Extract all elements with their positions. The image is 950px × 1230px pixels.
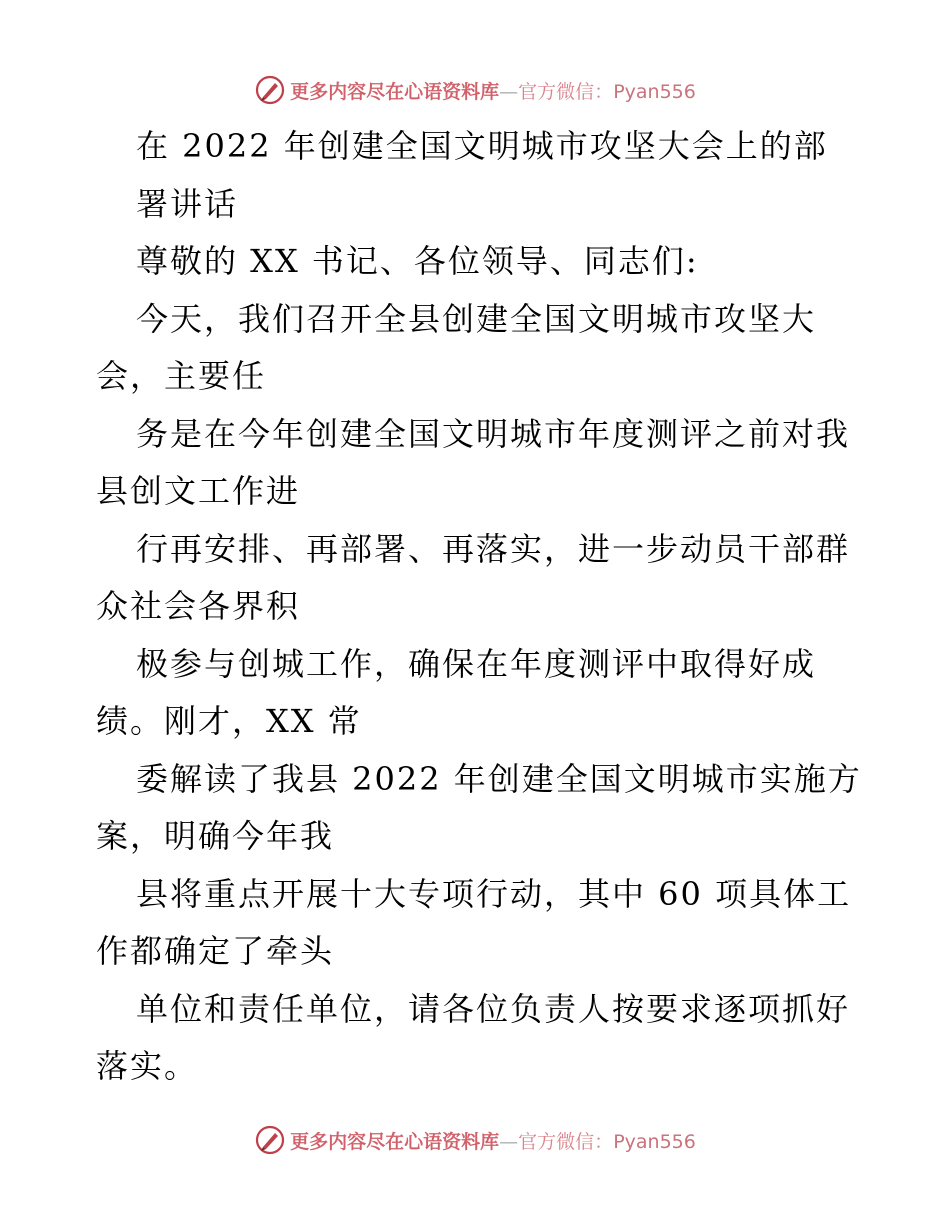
text-line: 务是在今年创建全国文明城市年度测评之前对我 bbox=[136, 414, 851, 453]
text-line: 作都确定了牵头 bbox=[96, 932, 335, 970]
text-line: 委解读了我县 2022 年创建全国文明城市实施方 bbox=[136, 759, 862, 798]
banner-account: Pyan556 bbox=[613, 80, 696, 103]
banner-promo: 更多内容尽在心语资料库 bbox=[290, 1130, 500, 1153]
text-line: 会，主要任 bbox=[96, 357, 267, 395]
text-line: 今天，我们召开全县创建全国文明城市攻坚大 bbox=[136, 299, 817, 338]
text-line: 极参与创城工作，确保在年度测评中取得好成 bbox=[136, 644, 817, 683]
text-line: 在 2022 年创建全国文明城市攻坚大会上的部 bbox=[136, 127, 828, 165]
text-line: 县创文工作进 bbox=[96, 472, 301, 510]
banner-label: 官方微信： bbox=[518, 1130, 614, 1153]
text-line: 案，明确今年我 bbox=[96, 817, 335, 855]
text-line: 署讲话 bbox=[136, 184, 239, 223]
pen-logo-icon bbox=[254, 74, 286, 106]
text-line: 落实。 bbox=[96, 1047, 199, 1085]
banner-dash: — bbox=[499, 1130, 519, 1153]
banner-text bbox=[290, 1127, 696, 1154]
banner-text bbox=[290, 77, 696, 104]
text-line: 尊敬的 XX 书记、各位领导、同志们: bbox=[136, 242, 699, 280]
text-line: 县将重点开展十大专项行动，其中 60 项具体工 bbox=[136, 874, 852, 913]
banner-promo: 更多内容尽在心语资料库 bbox=[290, 80, 500, 103]
footer-banner bbox=[0, 1120, 950, 1160]
banner-label: 官方微信： bbox=[518, 80, 614, 103]
text-line: 单位和责任单位，请各位负责人按要求逐项抓好 bbox=[136, 989, 851, 1028]
banner-dash: — bbox=[499, 80, 519, 103]
text-line: 绩。刚才，XX 常 bbox=[96, 702, 362, 740]
header-banner bbox=[0, 70, 950, 110]
pen-logo-icon bbox=[254, 1124, 286, 1156]
text-line: 行再安排、再部署、再落实，进一步动员干部群 bbox=[136, 529, 851, 568]
banner-account: Pyan556 bbox=[613, 1130, 696, 1153]
document-body bbox=[96, 118, 862, 1096]
text-line: 众社会各界积 bbox=[96, 587, 301, 625]
